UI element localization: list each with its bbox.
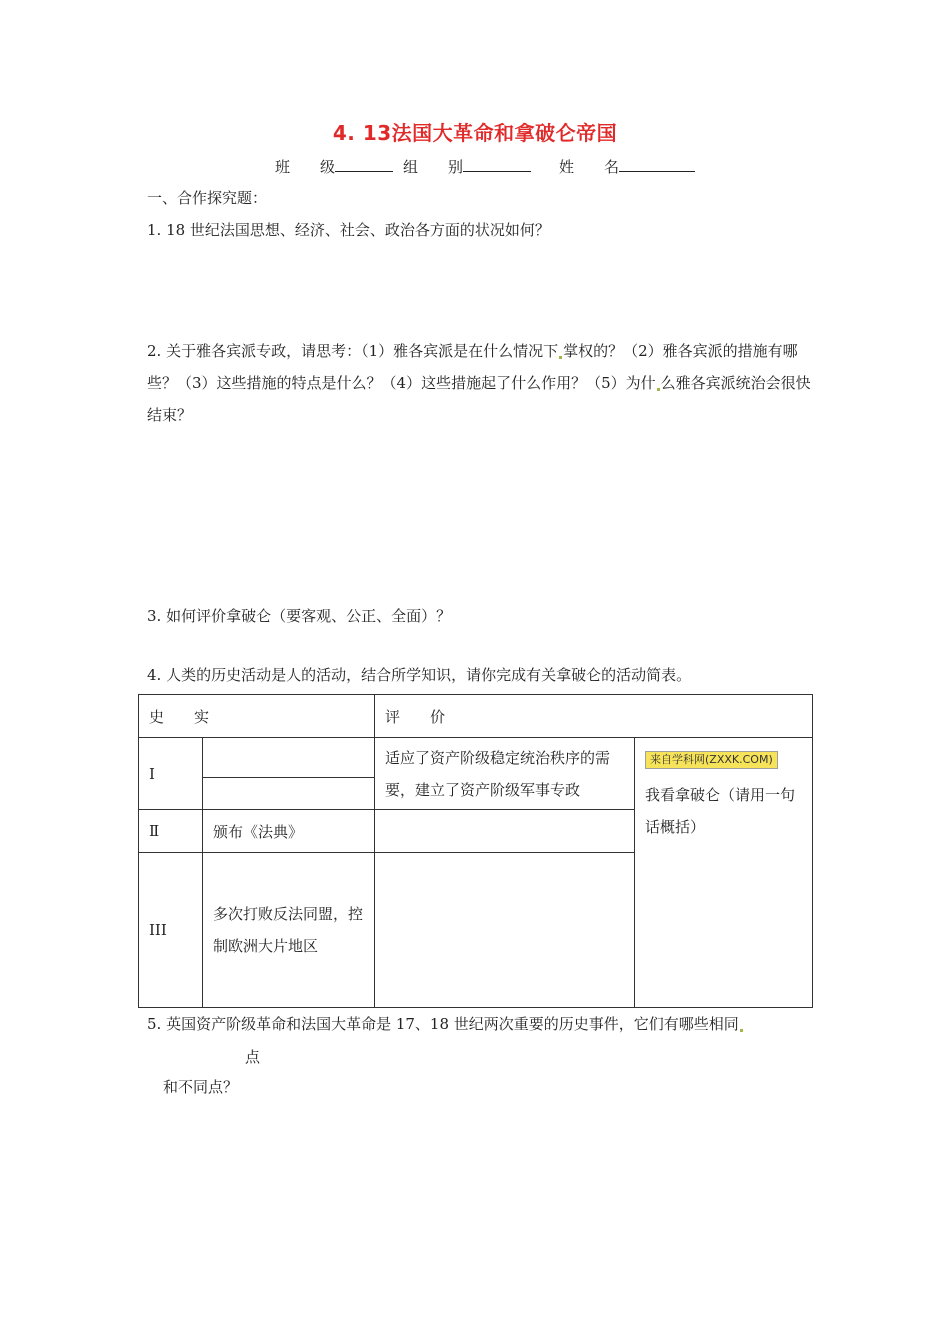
question-5-part3: 和不同点？ [163,1078,239,1096]
group-blank[interactable] [463,157,531,172]
napoleon-activity-table [138,694,813,1008]
row1-fact-blank-b[interactable] [203,778,375,810]
question-5 [147,1013,744,1034]
question-5-part1: 5. 英国资产阶级革命和法国大革命是 17、18 世纪两次重要的历史事件，它们有哪些相同 [147,1015,739,1033]
question-1: 1. 18 世纪法国思想、经济、社会、政治各方面的状况如何？ [147,221,550,239]
question-2-part2: 掌权的？（2）雅各宾派的措施有哪些？（3）这些措施的特点是什么？（4）这些措施起了什么作用？（5）为什 [147,342,798,392]
question-2-part3: 么雅各宾派统治会很快结束？ [147,374,811,424]
row2-fact: 颁布《法典》 [203,810,375,853]
watermark-badge: 来自学科网(ZXXK.COM) [645,751,778,769]
group-label: 组 别 [403,158,464,176]
question-2-part1: 2. 关于雅各宾派专政，请思考：（1）雅各宾派是在什么情况下 [147,342,559,360]
table-header-row [139,695,813,738]
question-2 [147,335,812,431]
header-fact: 史 实 [139,695,375,738]
row3-label: III [139,853,203,1008]
row1-eval: 适应了资产阶级稳定统治秩序的需要，建立了资产阶级军事专政 [375,738,635,810]
section-heading: 一、合作探究题： [147,189,268,207]
row2-label: Ⅱ [139,810,203,853]
student-info-line [275,156,695,177]
question-3: 3. 如何评价拿破仑（要客观、公正、全面）？ [147,607,452,625]
watermark-dot [559,356,562,359]
row2-eval-blank[interactable] [375,810,635,853]
side-prompt-text: 我看拿破仑（请用一句话概括） [645,786,796,836]
row3-fact: 多次打败反法同盟，控制欧洲大片地区 [203,853,375,1008]
watermark-dot [740,1029,743,1032]
class-blank[interactable] [335,157,393,172]
question-5-part2: 点 [245,1048,261,1066]
name-label: 姓 名 [559,158,620,176]
table-row [139,738,813,778]
question-4: 4. 人类的历史活动是人的活动，结合所学知识，请你完成有关拿破仑的活动简表。 [147,666,692,684]
watermark-dot [657,388,660,391]
page-title: 4. 13法国大革命和拿破仑帝国 [332,121,618,145]
row1-fact-blank-a[interactable] [203,738,375,778]
header-eval: 评 价 [375,695,813,738]
name-blank[interactable] [619,157,695,172]
side-prompt-cell[interactable] [635,738,813,1008]
row1-label: I [139,738,203,810]
class-label: 班 级 [275,158,336,176]
row3-eval-blank[interactable] [375,853,635,1008]
